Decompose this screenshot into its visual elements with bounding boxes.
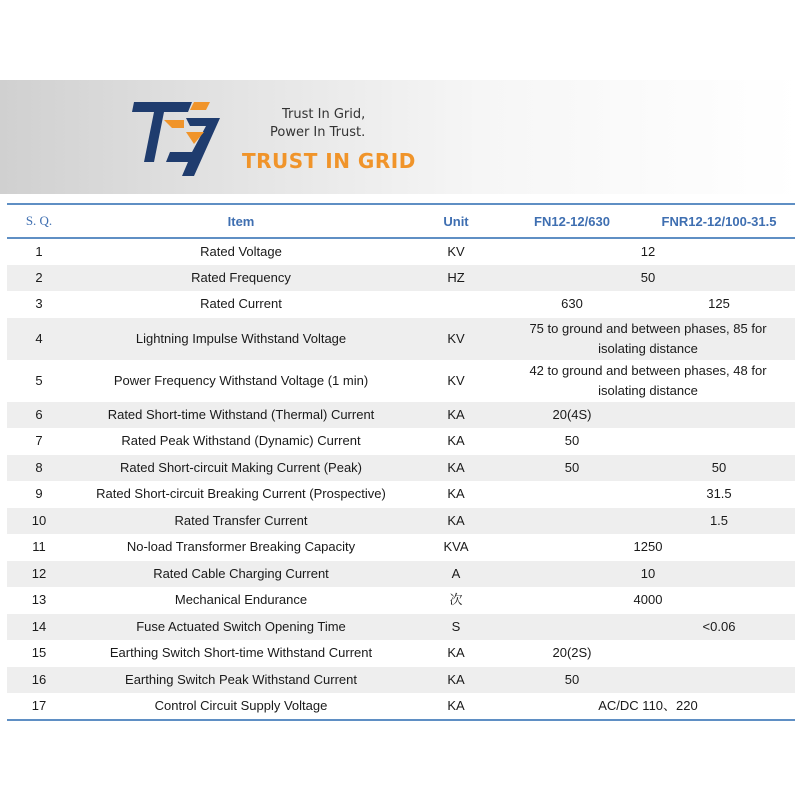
row-item: No-load Transformer Breaking Capacity bbox=[126, 539, 356, 555]
header-item: Item bbox=[227, 213, 255, 229]
row-value-merged: 1250 bbox=[633, 539, 663, 555]
row-unit: KA bbox=[447, 512, 465, 528]
tagline bbox=[270, 106, 365, 142]
row-sq: 12 bbox=[31, 565, 47, 581]
header-banner bbox=[0, 80, 800, 194]
row-unit: KA bbox=[447, 697, 465, 713]
row-unit: 次 bbox=[449, 592, 463, 608]
table-body bbox=[7, 238, 795, 720]
tagline-line-2: Power In Trust. bbox=[270, 125, 366, 140]
row-value-model-2 bbox=[643, 667, 795, 694]
row-unit: A bbox=[451, 565, 461, 581]
row-value-model-2: 50 bbox=[711, 459, 727, 475]
table-row bbox=[7, 428, 795, 455]
brand-name: TRUST IN GRID bbox=[242, 149, 416, 173]
row-item: Control Circuit Supply Voltage bbox=[154, 697, 328, 713]
row-value-model-2: 125 bbox=[708, 296, 730, 312]
row-item: Rated Voltage bbox=[200, 243, 282, 259]
row-unit: KA bbox=[447, 406, 465, 422]
table-row bbox=[7, 640, 795, 667]
row-value-model-2 bbox=[643, 640, 795, 667]
row-unit: KV bbox=[447, 330, 465, 346]
table-row bbox=[7, 508, 795, 535]
row-sq: 1 bbox=[35, 243, 43, 259]
row-value-model-2 bbox=[643, 428, 795, 455]
row-unit: KA bbox=[447, 433, 465, 449]
row-item: Rated Cable Charging Current bbox=[153, 565, 329, 581]
row-sq: 9 bbox=[35, 486, 43, 502]
table-row bbox=[7, 614, 795, 641]
row-sq: 3 bbox=[35, 296, 43, 312]
row-value-model-1 bbox=[501, 481, 643, 508]
row-value-model-2: 1.5 bbox=[709, 512, 729, 528]
company-logo bbox=[130, 98, 224, 180]
row-value-merged: 10 bbox=[640, 565, 656, 581]
row-sq: 17 bbox=[31, 697, 47, 713]
row-sq: 16 bbox=[31, 671, 47, 687]
row-unit: KA bbox=[447, 459, 465, 475]
row-sq: 10 bbox=[31, 512, 47, 528]
row-value-merged: 4000 bbox=[633, 592, 663, 608]
table-header-row bbox=[7, 204, 795, 238]
row-item: Rated Short-circuit Breaking Current (Prospective) bbox=[96, 486, 386, 502]
row-item: Mechanical Endurance bbox=[174, 592, 308, 608]
row-item: Earthing Switch Peak Withstand Current bbox=[125, 671, 357, 687]
row-value-model-1: 50 bbox=[564, 671, 580, 687]
table-row bbox=[7, 318, 795, 360]
header-unit: Unit bbox=[443, 213, 469, 229]
row-unit: KA bbox=[447, 671, 465, 687]
table-row bbox=[7, 291, 795, 318]
row-item: Lightning Impulse Withstand Voltage bbox=[135, 330, 347, 346]
row-unit: HZ bbox=[447, 269, 465, 285]
header-sq: S. Q. bbox=[25, 213, 53, 228]
row-value-model-1: 20(4S) bbox=[552, 406, 592, 422]
table-row bbox=[7, 481, 795, 508]
row-value-model-2 bbox=[643, 402, 795, 429]
table-row bbox=[7, 561, 795, 588]
row-value-merged: 75 to ground and between phases, 85 for isolating distance bbox=[529, 320, 767, 356]
row-sq: 2 bbox=[35, 269, 43, 285]
table-row bbox=[7, 265, 795, 292]
table-row bbox=[7, 238, 795, 265]
row-unit: S bbox=[451, 618, 461, 634]
row-item: Rated Frequency bbox=[191, 269, 291, 285]
specification-table bbox=[7, 203, 795, 721]
row-item: Fuse Actuated Switch Opening Time bbox=[136, 618, 346, 634]
tagline-line-1: Trust In Grid, bbox=[282, 107, 366, 122]
row-sq: 6 bbox=[35, 406, 43, 422]
row-value-model-1: 50 bbox=[564, 459, 580, 475]
row-value-merged: AC/DC 110、220 bbox=[598, 697, 698, 713]
row-unit: KVA bbox=[443, 539, 469, 555]
row-sq: 5 bbox=[35, 372, 43, 388]
row-item: Rated Current bbox=[200, 296, 282, 312]
row-value-model-1 bbox=[501, 614, 643, 641]
table-row bbox=[7, 693, 795, 720]
row-value-model-2: <0.06 bbox=[702, 618, 736, 634]
row-sq: 7 bbox=[35, 433, 43, 449]
row-item: Rated Short-time Withstand (Thermal) Current bbox=[107, 406, 375, 422]
table-row bbox=[7, 360, 795, 402]
row-unit: KA bbox=[447, 645, 465, 661]
row-item: Power Frequency Withstand Voltage (1 min) bbox=[113, 372, 369, 388]
row-unit: KV bbox=[447, 372, 465, 388]
row-value-model-1: 630 bbox=[561, 296, 583, 312]
row-item: Rated Transfer Current bbox=[174, 512, 308, 528]
table-row bbox=[7, 455, 795, 482]
row-unit: KV bbox=[447, 243, 465, 259]
row-unit: KA bbox=[447, 486, 465, 502]
row-sq: 8 bbox=[35, 459, 43, 475]
row-value-merged: 50 bbox=[640, 269, 656, 285]
row-value-model-1: 50 bbox=[564, 433, 580, 449]
header-model-2: FNR12-12/100-31.5 bbox=[661, 213, 777, 229]
row-sq: 11 bbox=[32, 539, 46, 555]
row-value-model-1: 20(2S) bbox=[552, 645, 592, 661]
row-item: Rated Short-circuit Making Current (Peak) bbox=[119, 459, 363, 475]
row-value-model-2: 31.5 bbox=[706, 486, 732, 502]
table-row bbox=[7, 402, 795, 429]
header-model-1: FN12-12/630 bbox=[534, 213, 610, 229]
row-sq: 14 bbox=[31, 618, 47, 634]
row-value-merged: 42 to ground and between phases, 48 for isolating distance bbox=[529, 362, 767, 398]
row-item: Rated Peak Withstand (Dynamic) Current bbox=[121, 433, 361, 449]
row-sq: 4 bbox=[35, 330, 43, 346]
row-sq: 13 bbox=[31, 592, 47, 608]
table-row bbox=[7, 667, 795, 694]
row-sq: 15 bbox=[31, 645, 47, 661]
row-unit bbox=[411, 291, 501, 318]
table-row bbox=[7, 534, 795, 561]
row-value-model-1 bbox=[501, 508, 643, 535]
table-row bbox=[7, 587, 795, 614]
row-item: Earthing Switch Short-time Withstand Current bbox=[109, 645, 373, 661]
row-value-merged: 12 bbox=[640, 243, 656, 259]
